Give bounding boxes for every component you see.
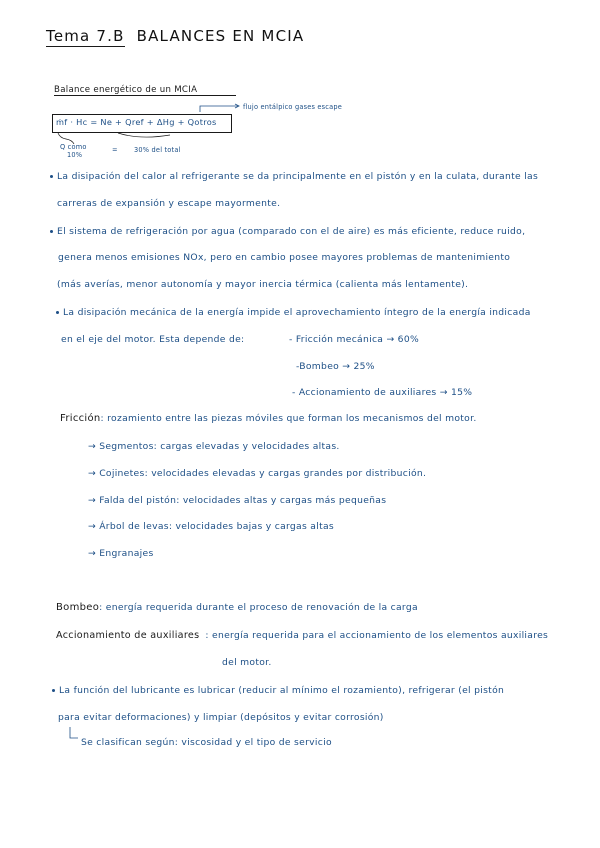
bombeo-label: Bombeo xyxy=(56,602,100,613)
dependency-auxiliares: - Accionamiento de auxiliares → 15% xyxy=(292,387,473,398)
bombeo-line xyxy=(56,602,418,613)
equals-sign: = xyxy=(112,146,118,154)
friction-item-segmentos: → Segmentos: cargas elevadas y velocidades altas. xyxy=(88,441,340,452)
p2-line3: (más averías, menor autonomía y mayor inercia térmica (calienta más lentamente). xyxy=(57,279,469,290)
friction-text: : rozamiento entre las piezas móviles que forman los mecanismos del motor. xyxy=(100,413,477,424)
accionamiento-text: : energía requerida para el accionamiento de los elementos auxiliares xyxy=(205,630,549,641)
title-main: BALANCES EN MCIA xyxy=(136,27,305,45)
p2-line2: genera menos emisiones NOx, pero en cambio posee mayores problemas de mantenimiento xyxy=(58,252,511,263)
flow-arrow-head xyxy=(235,104,239,108)
friction-line xyxy=(60,413,477,424)
flow-arrow xyxy=(200,106,238,112)
flow-note: flujo entálpico gases escape xyxy=(243,103,343,111)
p3-line2: en el eje del motor. Esta depende de: xyxy=(61,334,245,345)
friction-item-engranajes: → Engranajes xyxy=(88,548,154,559)
note-left-1: Q como xyxy=(60,143,87,151)
p1-line1: La disipación del calor al refrigerante se da principalmente en el pistón y en la culata, durante las xyxy=(50,171,538,182)
middle-brace xyxy=(118,133,170,137)
bombeo-text: : energía requerida durante el proceso de renovación de la carga xyxy=(99,602,418,613)
lub-line3: Se clasifican según: viscosidad y el tipo de servicio xyxy=(81,737,332,748)
p3-line1: La disipación mecánica de la energía impide el aprovechamiento íntegro de la energía indicada xyxy=(56,307,531,318)
page-title xyxy=(46,27,304,45)
friction-item-cojinetes: → Cojinetes: velocidades elevadas y cargas grandes por distribución. xyxy=(88,468,427,479)
hook-arrow xyxy=(70,727,78,738)
accionamiento-label: Accionamiento de auxiliares xyxy=(56,630,200,641)
friction-item-falda: → Falda del pistón: velocidades altas y cargas más pequeñas xyxy=(88,495,387,506)
note-right: 30% del total xyxy=(134,146,181,154)
accionamiento-text-2: del motor. xyxy=(222,657,272,668)
note-left-2: 10% xyxy=(67,151,83,159)
accionamiento-line xyxy=(56,630,548,641)
p2-line1: El sistema de refrigeración por agua (comparado con el de aire) es más eficiente, reduce ruido, xyxy=(50,226,525,237)
p1-line2: carreras de expansión y escape mayormente. xyxy=(57,198,281,209)
dependency-friction: - Fricción mecánica → 60% xyxy=(289,334,420,345)
lub-line2: para evitar deformaciones) y limpiar (depósitos y evitar corrosión) xyxy=(58,712,384,723)
title-prefix: Tema 7.B xyxy=(46,27,125,45)
friction-label: Fricción xyxy=(60,413,101,424)
lub-line1: La función del lubricante es lubricar (reducir al mínimo el rozamiento), refrigerar (el pistón xyxy=(52,685,504,696)
dependency-bombeo: -Bombeo → 25% xyxy=(296,361,375,372)
friction-item-arbol: → Árbol de levas: velocidades bajas y cargas altas xyxy=(88,521,334,532)
equation: ṁf · Hc = Ne + Qref + ΔHg + Qotros xyxy=(56,117,217,127)
section-heading: Balance energético de un MCIA xyxy=(54,85,236,96)
